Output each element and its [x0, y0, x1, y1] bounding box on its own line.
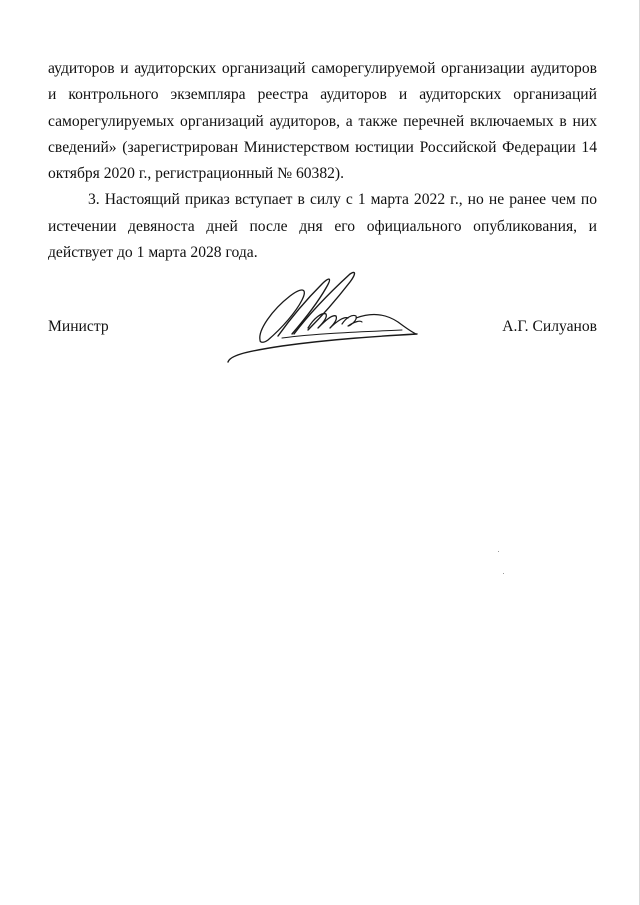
signatory-title: Министр	[48, 318, 109, 335]
signatory-name: А.Г. Силуанов	[502, 318, 597, 335]
document-body	[48, 56, 597, 266]
paragraph-clause-3: 3. Настоящий приказ вступает в силу с 1 марта 2022 г., но не ранее чем по истечении девяноста дней после дня его официального опубликования, и действует до 1 марта 2028 года.	[48, 191, 597, 262]
scan-speck	[498, 551, 499, 552]
paragraph-continuation: аудиторов и аудиторских организаций саморегулируемой организации аудиторов и контрольного экземпляра реестра аудиторов и аудиторских организаций саморегулируемых организаций аудиторов, а также перечней включаемых в них сведений» (зарегистрирован Министерством юстиции Российской Федерации 14 октября 2020 г., регистрационный № 60382).	[48, 60, 597, 183]
signature-block	[48, 318, 597, 358]
scan-speck	[503, 573, 504, 574]
